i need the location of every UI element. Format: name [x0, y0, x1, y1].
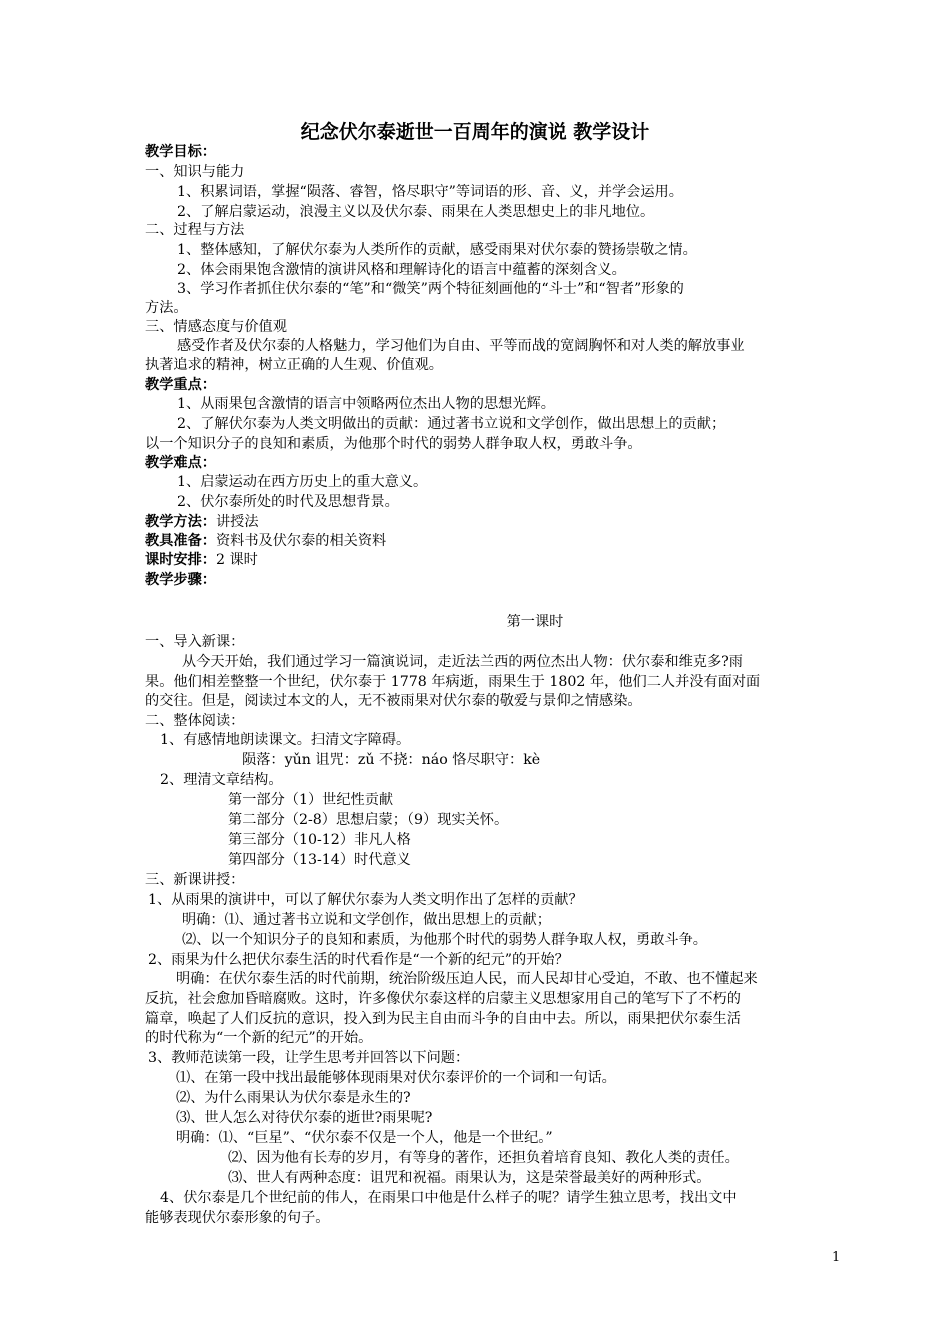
difficulty-1: 1、启蒙运动在西方历史上的重大意义。	[177, 474, 428, 490]
question-2-answer-line-2: 反抗，社会愈加昏暗腐败。这时，许多像伏尔泰这样的启蒙主义思想家用自己的笔写下了不朽的	[145, 991, 741, 1007]
tools-line	[145, 531, 386, 551]
goal-3-item-1-cont: 执著追求的精神，树立正确的人生观、价值观。	[145, 357, 443, 373]
difficulties-heading: 教学难点：	[145, 455, 216, 471]
section-2-pinyin: 陨落：yǔn 诅咒：zǔ 不挠：náo 恪尽职守：kè	[242, 752, 541, 768]
goal-2-heading: 二、过程与方法	[145, 222, 245, 238]
method-label: 教学方法：	[145, 514, 216, 530]
method-value: 讲授法	[215, 514, 259, 530]
section-2-heading: 二、整体阅读：	[145, 713, 245, 729]
tools-label: 教具准备：	[145, 533, 216, 549]
section-2-item-1: 1、有感情地朗读课文。扫清文字障碍。	[160, 732, 411, 748]
key-points-heading: 教学重点：	[145, 377, 216, 393]
time-label: 课时安排：	[145, 552, 216, 568]
section-1-para-line-1: 从今天开始，我们通过学习一篇演说词，走近法兰西的两位杰出人物：伏尔泰和维克多?雨	[182, 654, 743, 670]
section-1-para-line-2: 果。他们相差整整一个世纪，伏尔泰于 1778 年病逝，雨果生于 1802 年，他们二人并没有面对面	[145, 674, 761, 690]
tools-value: 资料书及伏尔泰的相关资料	[215, 533, 387, 549]
goal-3-item-1: 感受作者及伏尔泰的人格魅力，学习他们为自由、平等而战的宽阔胸怀和对人类的解放事业	[177, 338, 745, 354]
question-2: 2、雨果为什么把伏尔泰生活的时代看作是“一个新的纪元”的开始？	[148, 952, 569, 968]
goal-1-heading: 一、知识与能力	[145, 164, 245, 180]
difficulty-2: 2、伏尔泰所处的时代及思想背景。	[177, 494, 399, 510]
goal-2-item-2: 2、体会雨果饱含激情的演讲风格和理解诗化的语言中蕴蓄的深刻含义。	[177, 262, 626, 278]
document-title: 纪念伏尔泰逝世一百周年的演说 教学设计	[300, 121, 650, 143]
key-point-2: 2、了解伏尔泰为人类文明做出的贡献：通过著书立说和文学创作，做出思想上的贡献；	[177, 416, 726, 432]
question-3-sub-2: ⑵、为什么雨果认为伏尔泰是永生的?	[176, 1090, 411, 1106]
question-2-answer-line-4: 的时代称为“一个新的纪元”的开始。	[145, 1030, 373, 1046]
structure-part-2: 第二部分（2-8）思想启蒙；（9）现实关怀。	[228, 812, 509, 828]
question-4: 4、伏尔泰是几个世纪前的伟人，在雨果口中他是什么样子的呢？请学生独立思考，找出文中	[160, 1190, 737, 1206]
goal-2-item-3-cont: 方法。	[145, 300, 188, 316]
lesson-1-heading: 第一课时	[506, 614, 564, 630]
question-3-answer-3: ⑶、世人有两种态度：诅咒和祝福。雨果认为，这是荣誉最美好的两种形式。	[228, 1170, 711, 1186]
question-3-answer-2: ⑵、因为他有长寿的岁月，有等身的著作，还担负着培育良知、教化人类的责任。	[228, 1150, 739, 1166]
question-3: 3、教师范读第一段，让学生思考并回答以下问题：	[148, 1050, 470, 1066]
question-2-answer-line-3: 篇章，唤起了人们反抗的意识，投入到为民主自由而斗争的自由中去。所以，雨果把伏尔泰生活	[145, 1011, 741, 1027]
steps-heading: 教学步骤：	[145, 572, 216, 588]
time-line	[145, 550, 258, 570]
key-point-2-cont: 以一个知识分子的良知和素质，为他那个时代的弱势人群争取人权，勇敢斗争。	[145, 436, 642, 452]
question-2-answer-line-1: 明确：在伏尔泰生活的时代前期，统治阶级压迫人民，而人民却甘心受迫，不敢、也不懂起来	[176, 971, 758, 987]
structure-part-1: 第一部分（1）世纪性贡献	[228, 792, 394, 808]
question-1-answer-1: 明确：⑴、通过著书立说和文学创作，做出思想上的贡献；	[182, 912, 551, 928]
question-1-answer-2: ⑵、以一个知识分子的良知和素质，为他那个时代的弱势人群争取人权，勇敢斗争。	[182, 932, 707, 948]
goal-1-item-2: 2、了解启蒙运动，浪漫主义以及伏尔泰、雨果在人类思想史上的非凡地位。	[177, 204, 655, 220]
question-1: 1、从雨果的演讲中，可以了解伏尔泰为人类文明作出了怎样的贡献？	[148, 892, 583, 908]
section-1-heading: 一、导入新课：	[145, 634, 245, 650]
section-2-item-2: 2、理清文章结构。	[160, 772, 283, 788]
key-point-1: 1、从雨果包含激情的语言中领略两位杰出人物的思想光辉。	[177, 396, 555, 412]
question-3-sub-3: ⑶、世人怎么对待伏尔泰的逝世?雨果呢?	[176, 1110, 433, 1126]
section-3-heading: 三、新课讲授：	[145, 872, 245, 888]
method-line	[145, 512, 259, 532]
time-value: 2 课时	[215, 552, 258, 568]
question-3-answer-1: 明确：⑴、“巨星”、“伏尔泰不仅是一个人，他是一个世纪。”	[176, 1130, 553, 1146]
goal-2-item-3: 3、学习作者抓住伏尔泰的“笔”和“微笑”两个特征刻画他的“斗士”和“智者”形象的	[177, 281, 684, 297]
goal-2-item-1: 1、整体感知，了解伏尔泰为人类所作的贡献，感受雨果对伏尔泰的赞扬崇敬之情。	[177, 242, 697, 258]
structure-part-4: 第四部分（13-14）时代意义	[228, 852, 411, 868]
question-4-cont: 能够表现伏尔泰形象的句子。	[145, 1210, 330, 1226]
question-3-sub-1: ⑴、在第一段中找出最能够体现雨果对伏尔泰评价的一个词和一句话。	[176, 1070, 616, 1086]
goals-heading: 教学目标：	[145, 144, 216, 160]
structure-part-3: 第三部分（10-12）非凡人格	[228, 832, 411, 848]
goal-1-item-1: 1、积累词语，掌握“陨落、睿智，恪尽职守”等词语的形、音、义，并学会运用。	[177, 184, 683, 200]
goal-3-heading: 三、情感态度与价值观	[145, 319, 287, 335]
section-1-para-line-3: 的交往。但是，阅读过本文的人，无不被雨果对伏尔泰的敬爱与景仰之情感染。	[145, 693, 642, 709]
page-number: 1	[832, 1250, 841, 1265]
